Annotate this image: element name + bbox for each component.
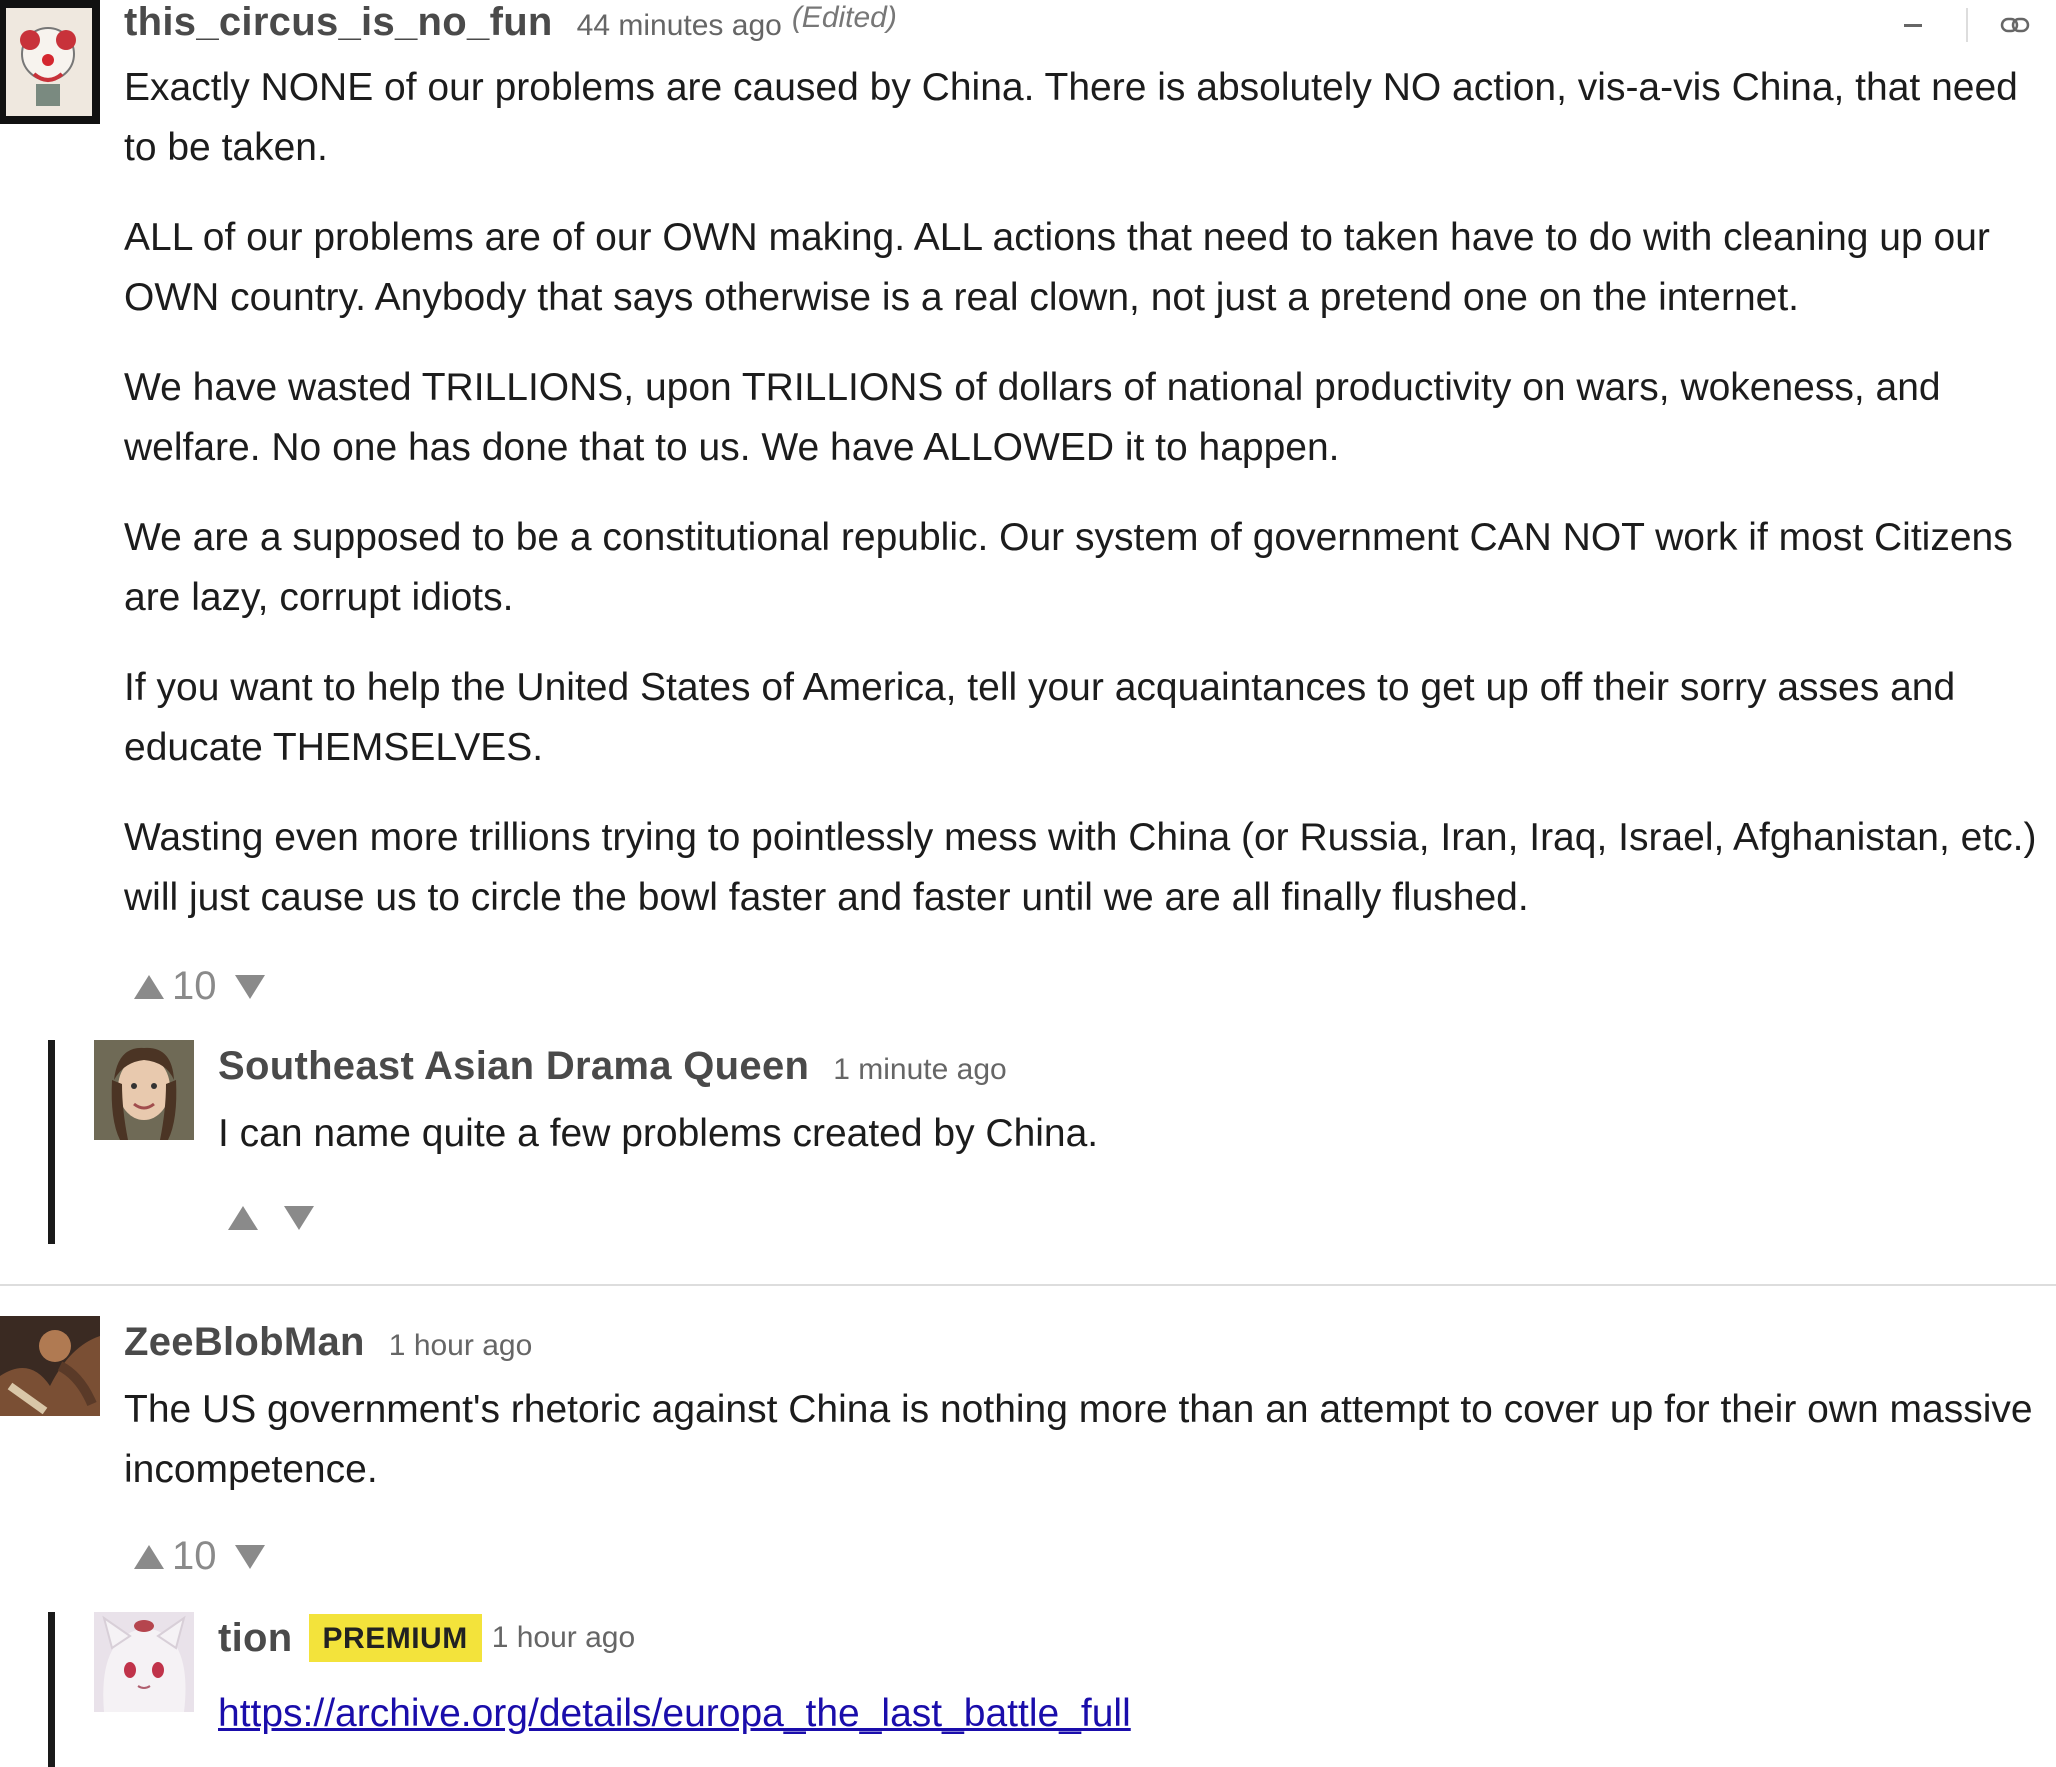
link-chain-icon[interactable] bbox=[2000, 16, 2030, 34]
vote-score: 10 bbox=[172, 1534, 217, 1578]
reply-author[interactable]: tion bbox=[218, 1615, 293, 1660]
reply-thread-bar bbox=[48, 1040, 55, 1244]
premium-badge: PREMIUM bbox=[309, 1614, 482, 1662]
downvote-icon[interactable] bbox=[235, 1545, 265, 1569]
comment-timestamp[interactable]: 44 minutes ago bbox=[576, 9, 782, 42]
reply-thread-bar bbox=[48, 1612, 55, 1767]
comment-divider bbox=[0, 1284, 2056, 1286]
comment-author[interactable]: this_circus_is_no_fun bbox=[124, 0, 553, 44]
comment-author[interactable]: ZeeBlobMan bbox=[124, 1320, 365, 1364]
reply-body bbox=[218, 1104, 2018, 1164]
reply-author[interactable]: Southeast Asian Drama Queen bbox=[218, 1044, 810, 1088]
comment-paragraph: The US government's rhetoric against China is nothing more than an attempt to cover up for their own massive incompetence. bbox=[124, 1388, 2033, 1491]
upvote-icon[interactable] bbox=[134, 975, 164, 999]
reply-timestamp[interactable]: 1 minute ago bbox=[833, 1053, 1007, 1086]
comment-controls bbox=[1904, 0, 2056, 50]
avatar[interactable] bbox=[94, 1040, 194, 1140]
reply-body bbox=[218, 1684, 2018, 1744]
minus-icon[interactable] bbox=[1904, 24, 1922, 27]
downvote-icon[interactable] bbox=[284, 1206, 314, 1230]
vote-controls bbox=[228, 1206, 314, 1230]
comment-paragraph: Wasting even more trillions trying to pointlessly mess with China (or Russia, Iran, Iraq, Israel, Afghanistan, etc.) will just cause us to circle the bowl faster and faster until we are all finally flushed. bbox=[124, 816, 2037, 919]
upvote-icon[interactable] bbox=[134, 1545, 164, 1569]
upvote-icon[interactable] bbox=[228, 1206, 258, 1230]
comment-paragraph: Exactly NONE of our problems are caused by China. There is absolutely NO action, vis-a-vis China, that need to be taken. bbox=[124, 66, 2018, 169]
avatar[interactable] bbox=[0, 0, 100, 124]
reply-timestamp[interactable]: 1 hour ago bbox=[491, 1621, 636, 1654]
avatar[interactable] bbox=[0, 1316, 100, 1416]
edited-label: (Edited) bbox=[791, 1, 897, 34]
vote-controls bbox=[134, 1534, 265, 1579]
comment-paragraph: If you want to help the United States of America, tell your acquaintances to get up off their sorry asses and educate THEMSELVES. bbox=[124, 666, 1956, 769]
control-separator bbox=[1966, 8, 1968, 42]
reply-paragraph: I can name quite a few problems created by China. bbox=[218, 1112, 1099, 1155]
comment-timestamp[interactable]: 1 hour ago bbox=[388, 1329, 533, 1362]
downvote-icon[interactable] bbox=[235, 975, 265, 999]
avatar[interactable] bbox=[94, 1612, 194, 1712]
vote-controls bbox=[134, 964, 265, 1009]
comment-paragraph: We have wasted TRILLIONS, upon TRILLIONS of dollars of national productivity on wars, wokeness, and welfare. No one has done that to us. We have ALLOWED it to happen. bbox=[124, 366, 1941, 469]
comment-body bbox=[124, 1380, 2044, 1500]
comment-body bbox=[124, 58, 2044, 928]
vote-score: 10 bbox=[172, 964, 217, 1008]
comment-paragraph: ALL of our problems are of our OWN making. ALL actions that need to taken have to do with cleaning up our OWN country. Anybody that says otherwise is a real clown, not just a pretend one on the internet. bbox=[124, 216, 1990, 319]
reply-link[interactable]: https://archive.org/details/europa_the_last_battle_full bbox=[218, 1692, 1131, 1735]
comment-paragraph: We are a supposed to be a constitutional republic. Our system of government CAN NOT work if most Citizens are lazy, corrupt idiots. bbox=[124, 516, 2013, 619]
